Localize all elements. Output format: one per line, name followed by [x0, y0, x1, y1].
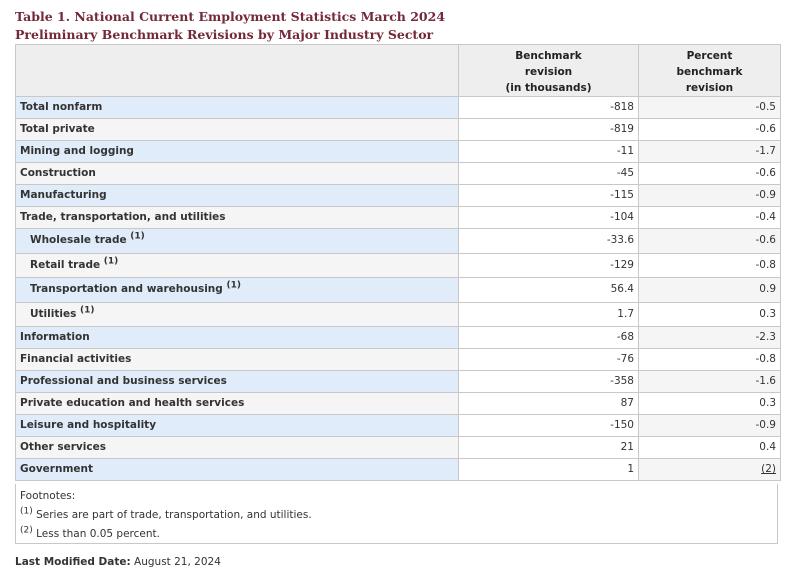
footnote-text: Less than 0.05 percent.: [36, 528, 160, 540]
row-percent: 0.3: [639, 302, 781, 327]
row-label: Trade, transportation, and utilities: [16, 207, 459, 229]
header-industry: [16, 45, 459, 97]
row-percent: -0.9: [639, 415, 781, 437]
row-percent: -0.4: [639, 207, 781, 229]
row-label-cell: [16, 302, 459, 327]
row-revision: -115: [459, 185, 639, 207]
row-revision: -68: [459, 327, 639, 349]
row-percent: -0.6: [639, 119, 781, 141]
table-row: [16, 141, 781, 163]
row-percent: -1.6: [639, 371, 781, 393]
table-row: [16, 278, 781, 303]
benchmark-revisions-table: [15, 44, 781, 481]
row-label: Total nonfarm: [16, 97, 459, 119]
row-label: Leisure and hospitality: [16, 415, 459, 437]
row-label: Professional and business services: [16, 371, 459, 393]
row-revision: 87: [459, 393, 639, 415]
row-revision: -45: [459, 163, 639, 185]
table-row: [16, 253, 781, 278]
header-percent-line2: benchmark: [676, 66, 743, 78]
row-percent: -0.6: [639, 229, 781, 254]
row-percent: -0.6: [639, 163, 781, 185]
table-row: [16, 327, 781, 349]
row-percent: -0.9: [639, 185, 781, 207]
row-label: Other services: [16, 437, 459, 459]
row-percent: -1.7: [639, 141, 781, 163]
row-percent: -0.5: [639, 97, 781, 119]
table-row: [16, 229, 781, 254]
row-label: Government: [16, 459, 459, 481]
table-row: [16, 207, 781, 229]
footnotes-heading: Footnotes:: [20, 490, 76, 502]
table-row: [16, 415, 781, 437]
row-revision: -818: [459, 97, 639, 119]
row-label-cell: [16, 229, 459, 254]
row-label-cell: [16, 278, 459, 303]
footnote-item: [20, 525, 773, 544]
row-label: Mining and logging: [16, 141, 459, 163]
footnotes: [15, 484, 778, 544]
row-percent: -0.8: [639, 253, 781, 278]
table-row: [16, 349, 781, 371]
row-revision: -358: [459, 371, 639, 393]
last-modified-value: August 21, 2024: [134, 556, 221, 568]
header-benchmark-line1: Benchmark: [515, 50, 582, 62]
row-revision: -76: [459, 349, 639, 371]
row-percent: 0.9: [639, 278, 781, 303]
last-modified: [15, 556, 221, 568]
row-revision: 56.4: [459, 278, 639, 303]
row-revision: -819: [459, 119, 639, 141]
row-label: Private education and health services: [16, 393, 459, 415]
header-percent-line1: Percent: [686, 50, 733, 62]
footnote-link[interactable]: (2): [761, 463, 776, 475]
header-percent-line3: revision: [685, 82, 734, 94]
table-row: [16, 302, 781, 327]
table-row: [16, 97, 781, 119]
header-percent-revision: [639, 45, 781, 97]
table-row: [16, 459, 781, 481]
footnote-marker: (2): [20, 525, 33, 536]
header-benchmark-line2: revision: [524, 66, 573, 78]
footnote-text: Series are part of trade, transportation, and utilities.: [36, 509, 312, 521]
row-percent: -0.8: [639, 349, 781, 371]
header-benchmark-line3: (in thousands): [505, 82, 592, 94]
row-revision: -33.6: [459, 229, 639, 254]
row-label: Utilities: [30, 307, 77, 320]
row-label: Wholesale trade: [30, 234, 127, 247]
row-label-cell: [16, 253, 459, 278]
row-label: Total private: [16, 119, 459, 141]
row-revision: -11: [459, 141, 639, 163]
footnote-marker[interactable]: (1): [226, 280, 241, 291]
footnote-item: [20, 506, 773, 525]
table-title-line1: Table 1. National Current Employment Statistics March 2024: [15, 9, 446, 24]
row-revision: -150: [459, 415, 639, 437]
header-benchmark-revision: [459, 45, 639, 97]
table-row: [16, 393, 781, 415]
row-revision: 1: [459, 459, 639, 481]
footnote-marker[interactable]: (1): [130, 231, 145, 242]
row-percent: 0.3: [639, 393, 781, 415]
table-header-row: [16, 45, 781, 97]
row-label: Construction: [16, 163, 459, 185]
row-percent: -2.3: [639, 327, 781, 349]
footnote-marker[interactable]: (1): [103, 256, 119, 267]
table-title: [15, 8, 445, 44]
table-row: [16, 185, 781, 207]
footnote-marker: (1): [20, 506, 33, 517]
row-revision: 21: [459, 437, 639, 459]
table-row: [16, 163, 781, 185]
table-row: [16, 119, 781, 141]
row-label: Transportation and warehousing: [30, 283, 223, 296]
row-revision: 1.7: [459, 302, 639, 327]
row-percent-cell: [639, 459, 781, 481]
row-label: Financial activities: [16, 349, 459, 371]
row-revision: -104: [459, 207, 639, 229]
row-label: Information: [16, 327, 459, 349]
table-row: [16, 371, 781, 393]
row-label: Retail trade: [30, 258, 101, 271]
row-label: Manufacturing: [16, 185, 459, 207]
footnote-marker[interactable]: (1): [80, 305, 95, 316]
row-revision: -129: [459, 253, 639, 278]
row-percent: 0.4: [639, 437, 781, 459]
table-row: [16, 437, 781, 459]
last-modified-label: Last Modified Date:: [15, 556, 131, 568]
table-title-line2: Preliminary Benchmark Revisions by Major Industry Sector: [15, 27, 434, 42]
